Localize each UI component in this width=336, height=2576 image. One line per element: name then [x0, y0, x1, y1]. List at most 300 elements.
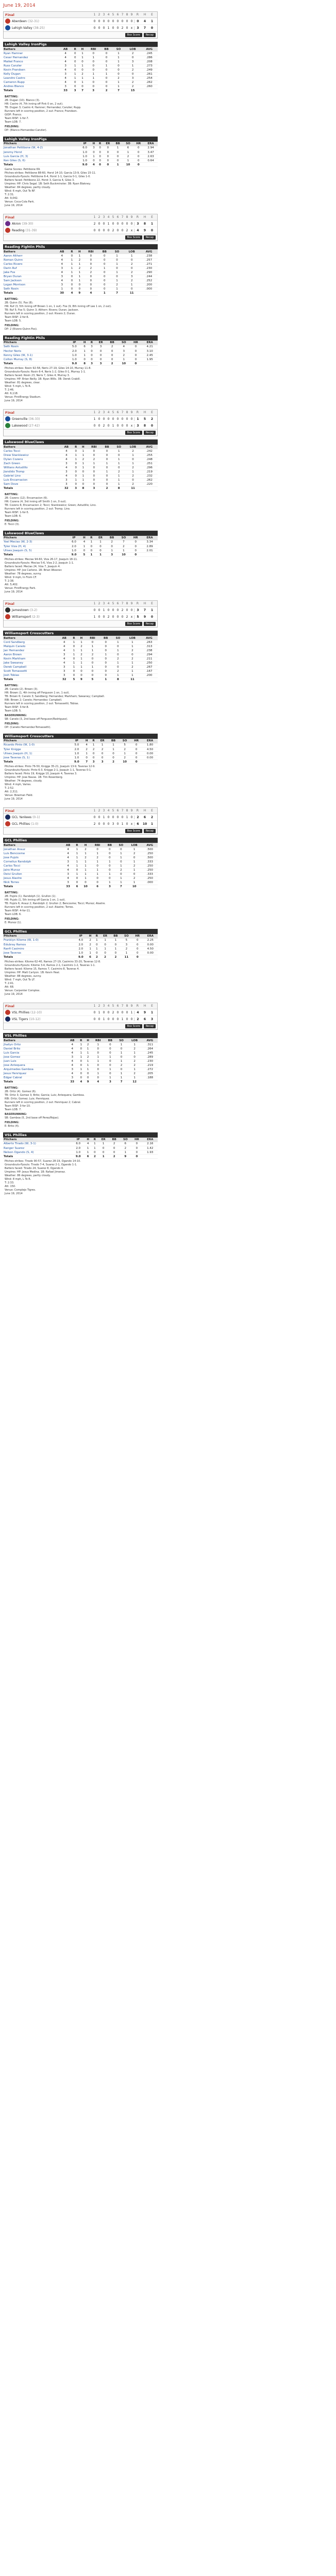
note-line: Runners left in scoring position, 2 out: Tomassetti; Tobias. [5, 702, 79, 705]
tab-box-score[interactable]: Box Score [125, 622, 142, 626]
stat-cell: .252 [140, 279, 158, 283]
column-header: ERA [142, 536, 158, 540]
note-line: Team LOB: 7. [5, 1108, 22, 1111]
player-name-link[interactable]: Ryan Hamner [3, 52, 60, 56]
stat-cell: 0 [72, 482, 79, 486]
stats-table-body [3, 848, 158, 889]
player-name-link[interactable]: Daniel Brito [3, 1047, 66, 1051]
stat-cell: .238 [141, 649, 158, 653]
note-line: TB: Ruf 5; Fox 5; Quinn 3; Altherr; Rivero; Duran; Jackson. [5, 308, 79, 312]
stat-cell: .000 [142, 880, 158, 885]
stat-cell: 3 [60, 64, 72, 68]
player-name-link[interactable]: Seth Rosin [3, 287, 56, 291]
column-header: SO [117, 536, 129, 540]
tab-box-score[interactable]: Box Score [125, 33, 142, 37]
player-name-link[interactable]: Willians Astudillo [3, 466, 60, 470]
player-name-link[interactable]: Jesus Henriquez [3, 1072, 66, 1076]
stat-cell: 2 [119, 756, 130, 760]
stat-cell: 2 [91, 856, 104, 860]
stat-cell: 2 [125, 84, 141, 89]
notes-section-header: BATTING: [5, 297, 19, 301]
inning-score: 0 [121, 228, 124, 232]
team-record: (38-25) [33, 26, 45, 30]
total-cell: 8 [79, 486, 87, 490]
total-cell: 3 [104, 885, 115, 889]
stat-cell: 1 [86, 56, 100, 60]
player-name-link[interactable]: Ricardo Pinto (W, 1-0) [3, 743, 71, 748]
total-cell: Totals [3, 760, 71, 764]
stat-cell: 0 [108, 752, 119, 756]
player-name-link[interactable]: Jose Taveras [3, 951, 75, 955]
total-cell: 3 [97, 760, 108, 764]
stat-cell: 2.25 [143, 939, 158, 943]
stats-table [3, 445, 158, 491]
player-name-link[interactable]: Derek Campbell [3, 665, 58, 669]
stat-cell: 0 [133, 150, 144, 155]
player-name-link[interactable]: Jairo Munoz [3, 868, 62, 872]
total-cell [141, 486, 158, 490]
note-line: SB: Canelo (3, 2nd base off Ferguson/Rodriguez). [5, 717, 68, 721]
stat-cell: 1 [105, 1076, 115, 1080]
total-header: E [151, 1004, 153, 1008]
stat-cell: 1 [123, 254, 140, 258]
stat-cell: 4.0 [75, 939, 87, 943]
inning-score: 0 [116, 228, 119, 232]
player-name-link[interactable]: Edubray Ramos [3, 943, 75, 947]
player-name-link[interactable]: Seth Rosin [3, 345, 68, 349]
player-name-link[interactable]: Ranfi Casimiro [3, 947, 75, 951]
stat-cell: 1 [79, 466, 87, 470]
total-cell: Totals [3, 885, 62, 889]
player-name-link[interactable]: Bryan Duran [3, 275, 56, 279]
player-name-link[interactable]: Jeremy Horst [3, 150, 79, 155]
stat-cell: 0 [111, 275, 124, 279]
stat-cell: 4 [60, 68, 72, 72]
team-row [4, 416, 157, 422]
boxscore-notes [3, 296, 158, 332]
note-line: Umpires: HP: Chris Segal. 1B: Seth Buckminster. 3B: Ryan Blakney. [5, 182, 91, 185]
tab-box-score[interactable]: Box Score [125, 1024, 142, 1028]
stat-cell: .238 [140, 254, 158, 258]
player-name-link[interactable]: Carlos Tocci [3, 864, 62, 868]
player-name-link[interactable]: Aaron Altherr [3, 254, 56, 258]
stat-cell: 1 [116, 1059, 127, 1063]
player-row [3, 270, 158, 275]
notes-section-header: BATTING: [5, 684, 19, 687]
stat-cell: 4 [66, 1072, 78, 1076]
inning-number: 6 [116, 215, 119, 219]
player-name-link[interactable]: Luis Encarnacion [3, 478, 60, 482]
team-name[interactable]: GCL Phillies (1-0) [12, 822, 39, 826]
team-name[interactable]: GCL Yankees (0-1) [12, 815, 40, 819]
total-cell: 12 [127, 1080, 142, 1084]
team-name[interactable]: Jamestown (3-2) [12, 608, 38, 612]
stat-cell: 4 [66, 1043, 78, 1047]
player-name-link[interactable]: Maikel Franco [3, 60, 60, 64]
stat-cell: 1 [91, 1055, 105, 1059]
total-cell: 33 [62, 885, 74, 889]
linescore-header [4, 410, 157, 416]
player-name-link[interactable]: Carlos Rivero [3, 262, 56, 266]
stat-cell: 0 [80, 549, 88, 553]
total-cell [141, 89, 158, 93]
player-name-link[interactable]: Luis Garcia (H, 3) [3, 155, 79, 159]
stat-cell: 1 [74, 872, 80, 876]
player-name-link[interactable]: Ranger Suarez [3, 1146, 72, 1150]
player-name-link[interactable]: Jhailyn Ortiz [3, 1043, 66, 1047]
column-header: AB [60, 47, 72, 52]
stat-cell: 1 [78, 1055, 85, 1059]
team-totals [134, 229, 156, 232]
stat-cell: 1 [127, 1043, 142, 1047]
notes-section-header: FIELDING: [5, 1121, 20, 1124]
note-line: 2B: Ortiz (4). Gomez (6). [5, 1090, 37, 1093]
player-name-link[interactable]: Zach Green [3, 462, 60, 466]
stat-cell: 1 [79, 462, 87, 466]
player-name-link[interactable]: Cord Sandberg [3, 640, 58, 645]
player-name-link[interactable]: Arquimedes Gamboa [3, 1067, 66, 1072]
player-name-link[interactable]: Yoel Mecias (W, 2-3) [3, 540, 68, 545]
note-line: Groundouts-flyouts: Pinto 6-3, Knigge 2-1, Joaquin 1-1, Taveras 0-1. [5, 769, 92, 772]
column-header: ER [95, 341, 107, 345]
tab-recap[interactable]: Recap [144, 33, 156, 37]
note-line: Game Scores: Pettibone 69. [5, 168, 41, 171]
note-line: E: Brito (4). [5, 1124, 20, 1128]
inning-number: 7 [121, 13, 124, 16]
player-name-link[interactable]: Darin Ruf [3, 266, 56, 270]
tab-box-score[interactable]: Box Score [125, 431, 142, 435]
stat-cell: 0 [97, 159, 103, 163]
stat-cell: 1 [91, 1142, 98, 1146]
note-line: Weather: 74 degrees, cloudy. [5, 779, 42, 783]
total-cell [143, 955, 158, 959]
inning-score: 0 [112, 222, 114, 226]
total-cell: 0 [132, 955, 143, 959]
stat-cell: 4 [62, 868, 74, 872]
player-name-link[interactable]: Jake Sweaney [3, 661, 58, 665]
stat-cell: 1 [85, 1146, 92, 1150]
player-name-link[interactable]: Josh Tobias [3, 673, 58, 677]
page-date: June 19, 2014 [3, 3, 36, 8]
player-name-link[interactable]: Ulises Joaquin (H, 1) [3, 752, 71, 756]
stat-cell: 1 [111, 270, 124, 275]
stats-table [3, 536, 158, 557]
inning-number: 4 [107, 411, 110, 414]
stat-cell: 2 [115, 868, 127, 872]
inning-score: 0 [130, 19, 133, 23]
tab-recap[interactable]: Recap [144, 431, 156, 435]
player-name-link[interactable]: Luis Bencosme [3, 852, 62, 856]
column-header: R [72, 47, 79, 52]
boxscore-notes [3, 93, 158, 133]
stats-table-body [3, 640, 158, 682]
stat-cell: 1 [127, 1051, 142, 1055]
total-cell: 2 [100, 955, 110, 959]
stat-cell: .271 [140, 262, 158, 266]
stat-cell: 1 [79, 52, 87, 56]
inning-number: 8 [126, 215, 128, 219]
team-name[interactable]: Lehigh Valley (38-25) [12, 26, 45, 30]
player-name-link[interactable]: Jake Fox [3, 270, 56, 275]
stat-cell: 1 [72, 453, 79, 457]
stat-cell: 1.0 [79, 155, 91, 159]
player-name-link[interactable]: Roman Quinn [3, 258, 56, 262]
player-name-link[interactable]: Jose Gomez [3, 1055, 66, 1059]
inning-score: 1 [112, 423, 114, 428]
stat-cell: 0 [105, 1051, 115, 1055]
player-name-link[interactable]: Scott Tomassetti [3, 669, 58, 673]
player-name-link[interactable]: Jonathan Arauz [3, 848, 62, 852]
note-line: Team LOB: 5. [5, 709, 22, 713]
total-header: E [151, 602, 153, 605]
stats-table-head [3, 142, 158, 146]
player-name-link[interactable]: Jose Taveras (S, 1) [3, 756, 71, 760]
column-header: BB [104, 843, 115, 848]
player-name-link[interactable]: Jan Hernandez [3, 649, 58, 653]
column-header: SO [111, 249, 124, 254]
player-name-link[interactable]: Cameron Rupp [3, 80, 60, 84]
runs-total: 3 [134, 608, 141, 612]
player-name-link[interactable]: Ulises Joaquin (S, 5) [3, 549, 68, 553]
stats-header-row [3, 934, 158, 939]
stats-table [3, 934, 158, 960]
total-cell: 3 [106, 553, 118, 557]
column-header: SO [118, 341, 130, 345]
stat-cell: 0 [70, 645, 77, 649]
column-header: AB [58, 636, 71, 640]
player-name-link[interactable]: Alberto Tirado (W, 3-1) [3, 1142, 72, 1146]
tab-recap[interactable]: Recap [144, 622, 156, 626]
total-cell: 2 [94, 955, 100, 959]
player-name-link[interactable]: Russ Canzler [3, 64, 60, 68]
stats-table-body [3, 1043, 158, 1084]
player-name-link[interactable]: Jonathan Pettibone (W, 4-2) [3, 146, 79, 150]
stat-cell: 1 [115, 856, 127, 860]
totals-row [3, 553, 158, 557]
player-name-link[interactable]: Nelson Ogando (S, 4) [3, 1150, 72, 1155]
game-status: Final [5, 1004, 14, 1008]
total-cell: 2 [100, 89, 112, 93]
team-name[interactable]: Aberdeen (32-31) [12, 19, 39, 23]
stat-cell: 0 [98, 1150, 109, 1155]
team-name[interactable]: Akron (39-30) [12, 222, 33, 226]
stat-cell: 1 [112, 661, 124, 665]
player-name-link[interactable]: Kelly Dugan [3, 72, 60, 76]
stat-cell: 3 [123, 275, 140, 279]
stat-cell: 1 [127, 868, 142, 872]
notes-section-header: FIELDING: [5, 125, 20, 128]
stat-cell: 1 [95, 540, 106, 545]
tab-recap[interactable]: Recap [144, 829, 156, 833]
column-header: AB [62, 843, 74, 848]
player-name-link[interactable]: Juan Luis [3, 1059, 66, 1063]
total-cell: 7 [115, 885, 127, 889]
player-name-link[interactable]: Jiandido Tromp [3, 470, 60, 474]
inning-number: 4 [107, 215, 110, 219]
total-cell: 4 [91, 1080, 105, 1084]
notes-section-header: FIELDING: [5, 519, 20, 522]
player-name-link[interactable]: Luis Garcia [3, 1051, 66, 1055]
player-name-link[interactable]: Cornelius Randolph [3, 860, 62, 864]
tab-box-score[interactable]: Box Score [125, 829, 142, 833]
stat-cell: 1 [124, 661, 141, 665]
stat-cell: 0 [101, 466, 113, 470]
player-name-link[interactable]: Drew Stankiewicz [3, 453, 60, 457]
stat-cell: 3 [121, 943, 132, 947]
player-name-link[interactable]: Nick Torres [3, 880, 62, 885]
player-name-link[interactable]: Jesus Alastre [3, 876, 62, 880]
stat-cell: 0.00 [143, 943, 158, 947]
stat-cell: 2 [127, 876, 142, 880]
player-name-link[interactable]: Cesar Hernandez [3, 56, 60, 60]
player-row [3, 52, 158, 56]
stat-cell: 3 [60, 470, 72, 474]
linescore-header [4, 808, 157, 814]
player-name-link[interactable]: Sam Dove [3, 482, 60, 486]
team-name[interactable]: Greenville (36-33) [12, 417, 40, 421]
player-name-link[interactable]: Dylan Cozens [3, 457, 60, 462]
inning-score: 0 [98, 228, 100, 232]
stat-cell: 1 [97, 743, 108, 748]
stat-cell: 0 [130, 743, 142, 748]
stats-table [3, 47, 158, 93]
player-name-link[interactable]: Carlos Tocci [3, 449, 60, 453]
tab-recap[interactable]: Recap [144, 235, 156, 240]
stat-cell: 4 [56, 279, 68, 283]
team-name[interactable]: Williamsport (2-3) [12, 615, 40, 619]
stat-cell: .311 [142, 1043, 158, 1047]
hits-total: 9 [143, 1010, 146, 1014]
total-cell: 8 [113, 486, 125, 490]
stat-cell: 0 [125, 72, 141, 76]
stat-cell: 4 [62, 864, 74, 868]
inning-number: 3 [103, 411, 105, 414]
boxscore-notes [3, 557, 158, 595]
totals-headers [134, 13, 156, 16]
note-line: Team RISP: 4-for-11. [5, 909, 31, 912]
stat-cell: 1 [76, 262, 83, 266]
stat-cell: 4.50 [143, 947, 158, 951]
column-header: AB [60, 445, 72, 449]
inning-scores [43, 424, 134, 428]
total-header: E [151, 411, 153, 414]
tab-box-score[interactable]: Box Score [125, 235, 142, 240]
boxscore-title: Reading Fightin Phils [3, 244, 158, 249]
column-header: BB [108, 739, 119, 743]
stat-cell: 0 [100, 649, 112, 653]
note-line: Wind: 9 mph, In From CF. [5, 576, 37, 579]
inning-score: 0 [107, 19, 110, 23]
player-name-link[interactable]: Kenny Giles (W, 3-1) [3, 353, 68, 358]
total-cell: 0 [130, 760, 142, 764]
player-row [3, 146, 158, 150]
player-name-link[interactable]: Deivi Grullon [3, 872, 62, 876]
note-line: HR: Pujols (1, 5th inning off Garcia 1 on, 1 out). [5, 898, 66, 902]
stat-cell: 1 [68, 262, 75, 266]
player-name-link[interactable]: Andres Blanco [3, 84, 60, 89]
stat-cell: 1 [121, 951, 132, 955]
player-name-link[interactable]: Edgar Cabral [3, 1076, 66, 1080]
team-totals [134, 424, 156, 428]
player-name-link[interactable]: Kevin Frandsen [3, 68, 60, 72]
stat-cell: 2 [79, 457, 87, 462]
boxscore-section [3, 42, 158, 133]
player-name-link[interactable]: Ken Giles (S, 6) [3, 159, 79, 163]
inning-number: 1 [93, 602, 96, 605]
player-name-link[interactable]: Jose Pujols [3, 856, 62, 860]
stat-cell: 1 [85, 1067, 92, 1072]
total-cell: 8 [112, 677, 124, 682]
player-name-link[interactable]: Malquin Canelo [3, 645, 58, 649]
player-name-link[interactable]: Sam Jackson [3, 279, 56, 283]
player-name-link[interactable]: Jose Antequera [3, 1063, 66, 1067]
stat-cell: 3 [56, 275, 68, 279]
stat-cell: 0 [87, 470, 101, 474]
inning-score: 0 [116, 417, 119, 421]
player-name-link[interactable]: Colton Murray (S, 8) [3, 358, 68, 362]
inning-score: 0 [126, 608, 128, 612]
player-name-link[interactable]: Hector Neris [3, 349, 68, 353]
team-name[interactable]: VSL Tigers (10-12) [12, 1017, 41, 1021]
team-name[interactable]: Lakewood (27-42) [12, 423, 40, 428]
player-name-link[interactable]: Aaron Brown [3, 653, 58, 657]
tab-recap[interactable]: Recap [144, 1024, 156, 1028]
stat-cell: 0 [68, 254, 75, 258]
note-line: HR: Brown (1, 4th inning off Ferguson 1 on, 1 out). [5, 691, 70, 694]
column-header: SO [119, 739, 130, 743]
column-header: Batters [3, 1038, 66, 1043]
total-cell: 3 [88, 362, 95, 366]
notes-section-header: FIELDING: [5, 917, 20, 921]
note-line: Groundouts-flyouts: Mecias 5-6, Viza 2-2, Joaquin 1-1. [5, 562, 74, 565]
team-name[interactable]: VSL Phillies (12-10) [12, 1010, 42, 1014]
stat-cell: 0 [70, 657, 77, 661]
stat-cell: 1 [125, 453, 141, 457]
player-name-link[interactable]: Leandro Castro [3, 76, 60, 80]
player-name-link[interactable]: Tyler Viza (H, 4) [3, 545, 68, 549]
inning-score: 1 [130, 1010, 133, 1014]
stats-table [3, 739, 158, 765]
boxscore-notes [3, 366, 158, 404]
stat-cell: 2 [106, 345, 117, 349]
team-row [4, 18, 157, 25]
inning-score: 0 [103, 222, 105, 226]
player-name-link[interactable]: Gabriel Lino [3, 474, 60, 478]
total-cell: 1 [88, 553, 95, 557]
player-name-link[interactable]: Franklyn Kilome (W, 1-0) [3, 939, 75, 943]
stat-cell: 4 [56, 254, 68, 258]
column-header: Pitchers [3, 536, 68, 540]
team-name[interactable]: Reading (31-39) [12, 228, 37, 232]
stat-cell: 1 [88, 540, 95, 545]
stat-cell: 1 [112, 673, 124, 677]
stat-cell: 0 [91, 848, 104, 852]
runs-total: 1 [134, 417, 141, 421]
team-totals [134, 822, 156, 826]
stat-cell: 0 [130, 345, 142, 349]
inning-score: 0 [126, 822, 128, 826]
inning-score: 0 [121, 615, 124, 619]
player-name-link[interactable]: Kevin Markham [3, 657, 58, 661]
stat-cell: 0 [103, 159, 113, 163]
column-header: AB [56, 249, 68, 254]
player-name-link[interactable]: Tyler Knigge [3, 748, 71, 752]
player-row [3, 84, 158, 89]
stat-cell: .294 [141, 653, 158, 657]
stat-cell: 3 [62, 860, 74, 864]
stat-cell: .205 [142, 1072, 158, 1076]
player-name-link[interactable]: Logan Morrison [3, 283, 56, 287]
